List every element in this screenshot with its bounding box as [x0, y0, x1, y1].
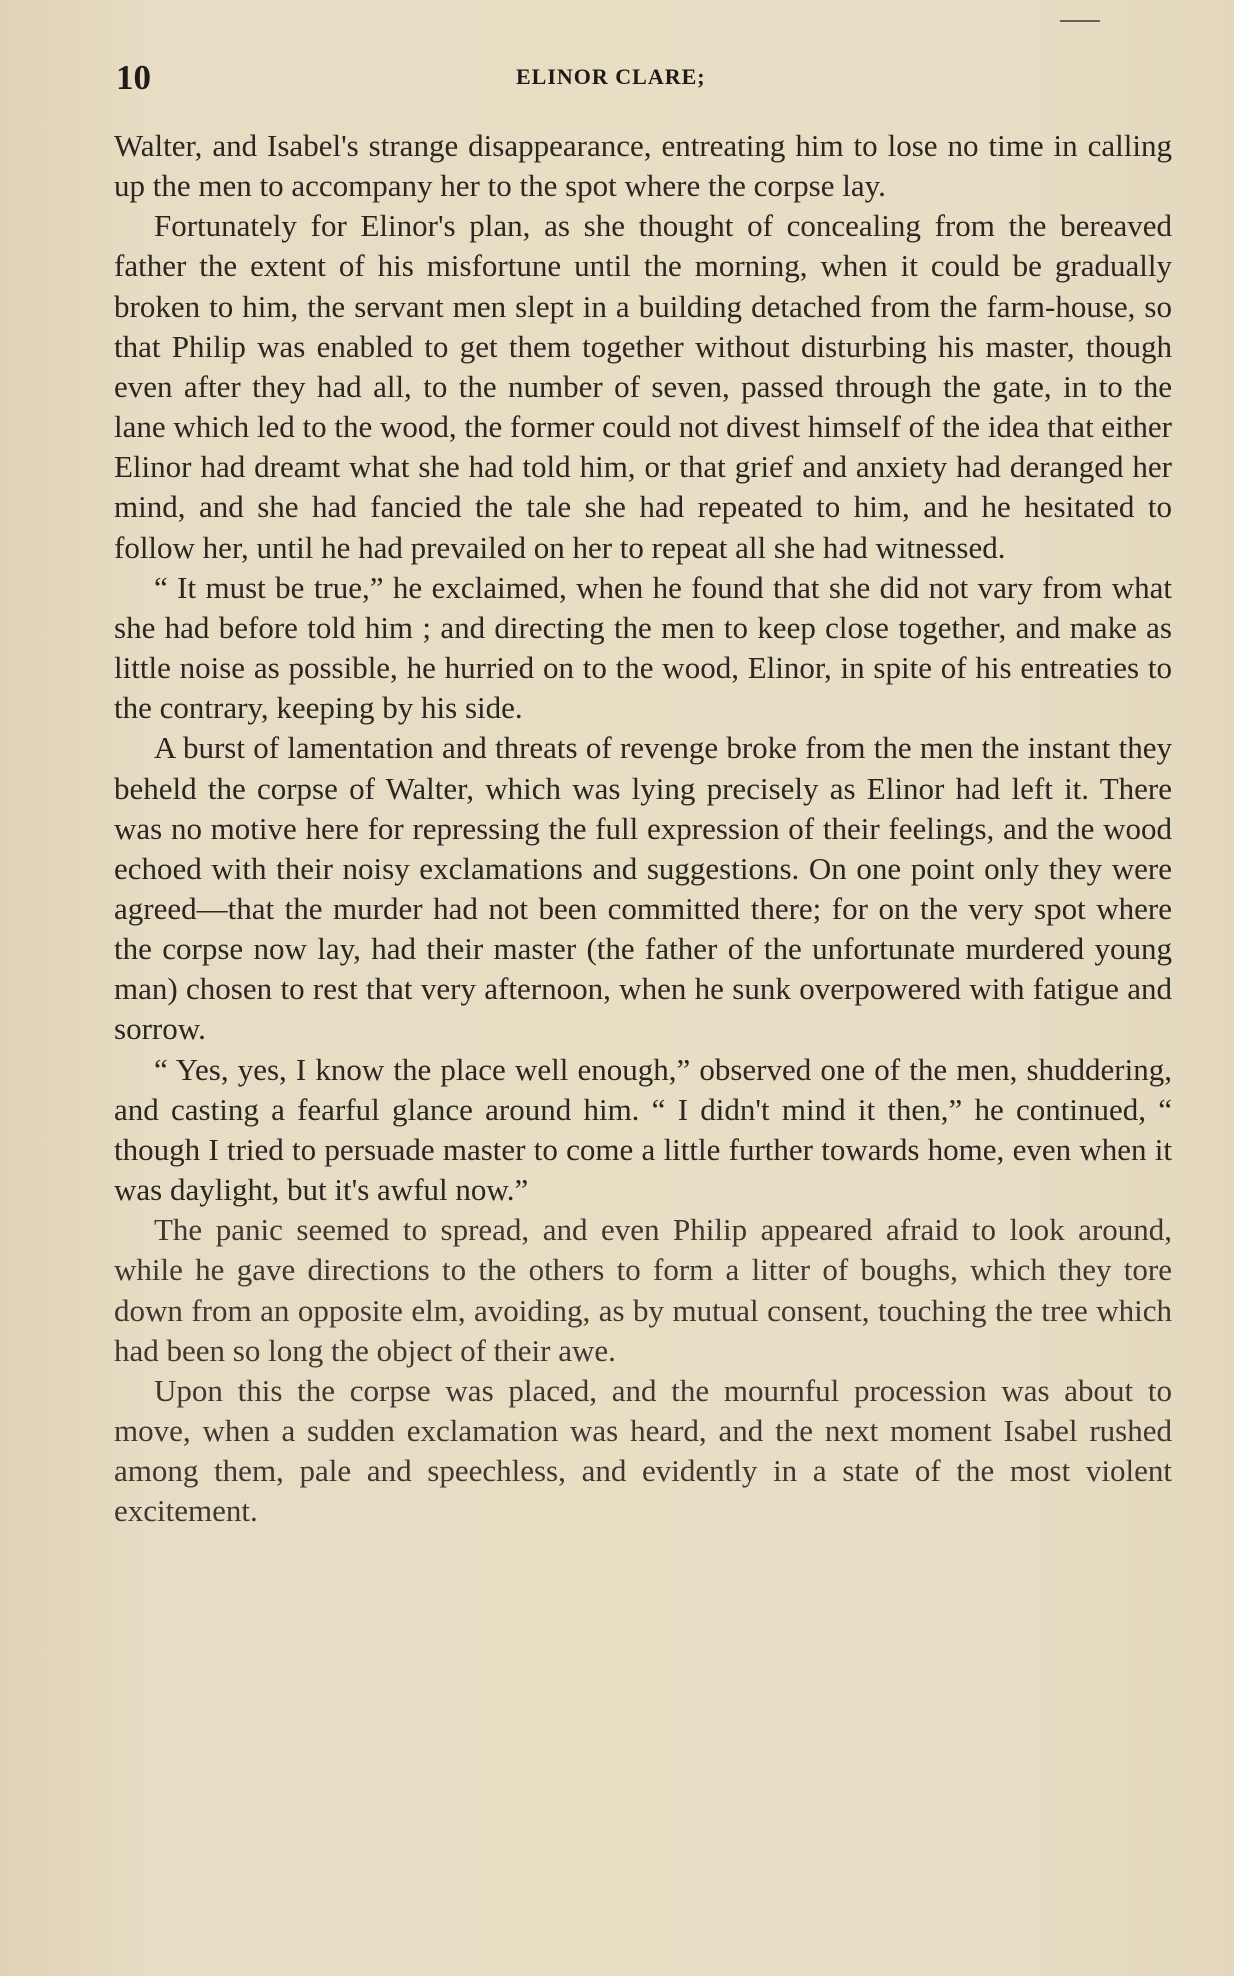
paragraph-2: Fortunately for Elinor's plan, as she thought of concealing from the bereaved father the extent of his misfortune until the morning, when it could be gradually broken to him, the servant men slept in a building detached from the farm-house, so that Philip was enabled to get them together without disturbing his master, though even after they had all, to the number of seven, passed through the gate, in to the lane which led to the wood, the former could not divest himself of the idea that either Elinor had dreamt what she had told him, or that grief and anxiety had deranged her mind, and she had fancied the tale she had repeated to him, and he hesitated to follow her, until he had prevailed on her to repeat all she had witnessed. [114, 208, 1172, 565]
page-header [116, 58, 1176, 98]
paragraph-7: Upon this the corpse was placed, and the mournful procession was about to move, when a sudden exclamation was heard, and the next moment Isabel rushed among them, pale and speechless, and evidently in a state of the most violent excitement. [114, 1372, 1172, 1529]
top-rule-mark [1060, 20, 1100, 22]
paragraph-3: “ It must be true,” he exclaimed, when he found that she did not vary from what she had before told him ; and directing the men to keep close together, and make as little noise as possible, he hurried on to the wood, Elinor, in spite of his entreaties to the contrary, keeping by his side. [114, 569, 1172, 726]
page-number: 10 [116, 58, 151, 97]
paragraph-5: “ Yes, yes, I know the place well enough,” observed one of the men, shuddering, and casting a fearful glance around him. “ I didn't mind it then,” he continued, “ though I tried to persuade master to come a little further towards home, even when it was daylight, but it's awful now.” [114, 1051, 1172, 1208]
paragraph-4: A burst of lamentation and threats of revenge broke from the men the instant they beheld the corpse of Walter, which was lying precisely as Elinor had left it. There was no motive here for repressing the full expression of their feelings, and the wood echoed with their noisy exclamations and suggestions. On one point only they were agreed—that the murder had not been committed there; for on the very spot where the corpse now lay, had their master (the father of the unfortunate murdered young man) chosen to rest that very afternoon, when he sunk overpowered with fatigue and sorrow. [114, 730, 1172, 1047]
paragraph-6: The panic seemed to spread, and even Philip appeared afraid to look around, while he gave directions to the others to form a litter of boughs, which they tore down from an opposite elm, avoiding, as by mutual consent, touching the tree which had been so long the object of their awe. [114, 1212, 1172, 1368]
paragraph-1: Walter, and Isabel's strange disappearance, entreating him to lose no time in calling up the men to accompany her to the spot where the corpse lay. [114, 128, 1172, 204]
body-text [114, 126, 1172, 1531]
running-head: ELINOR CLARE; [516, 64, 706, 89]
